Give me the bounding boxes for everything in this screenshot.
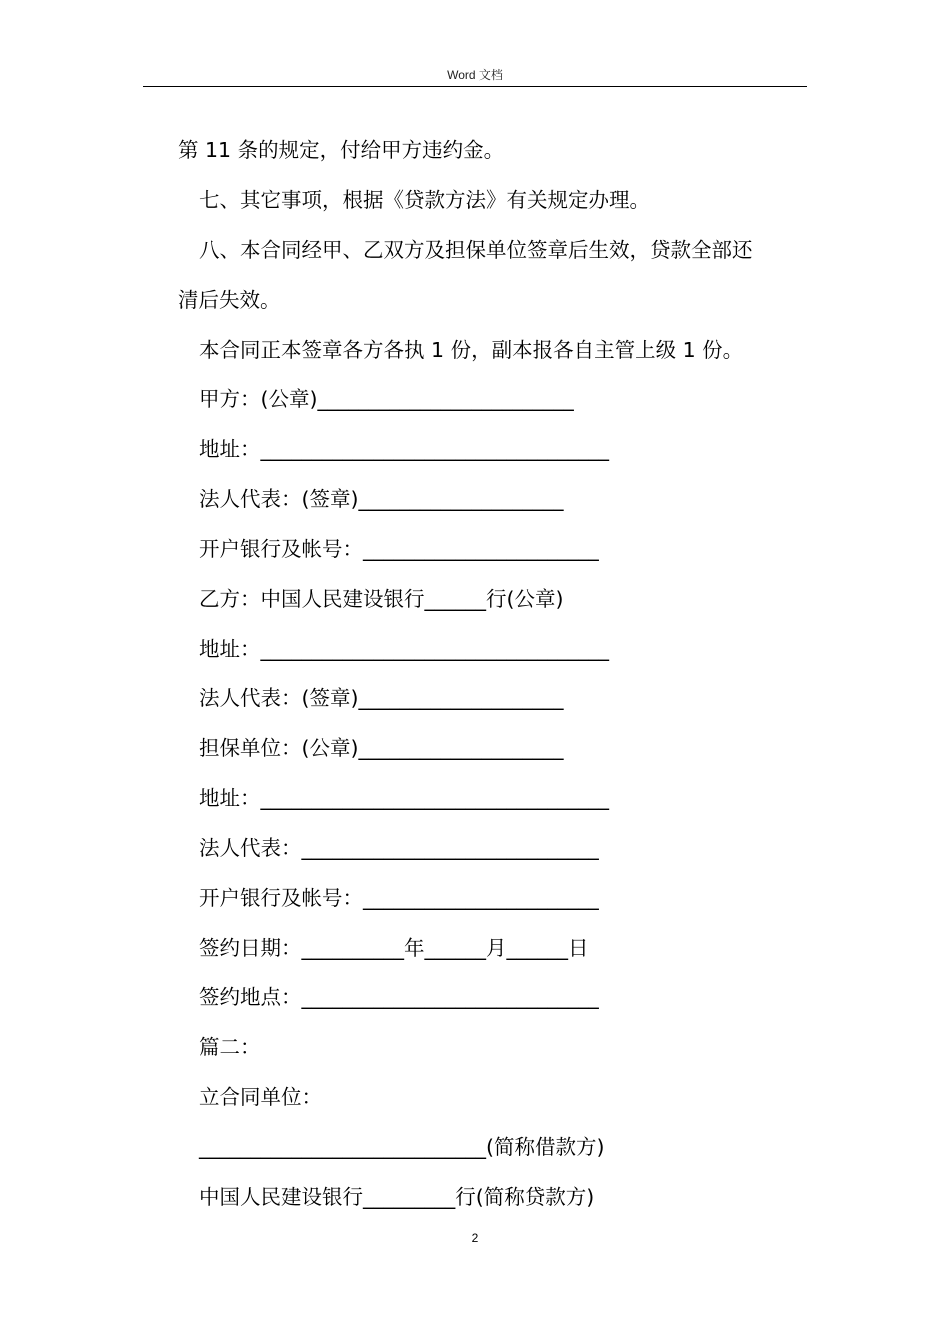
lender-line: 中国人民建设银行_________行(简称贷款方): [199, 1185, 595, 1209]
party-b-address-line: 地址：__________________________________: [199, 637, 609, 661]
section-heading: 篇二：: [199, 1035, 261, 1059]
party-a-bank-account-line: 开户银行及帐号：_______________________: [199, 537, 599, 561]
signing-date-line: 签约日期：__________年______月______日: [199, 936, 589, 960]
borrower-line: ____________________________(简称借款方): [199, 1135, 605, 1159]
text-line: 清后失效。: [178, 288, 281, 312]
party-a-legal-rep-line: 法人代表：(签章)____________________: [199, 487, 564, 511]
page-number: 2: [471, 1231, 479, 1245]
guarantor-seal-line: 担保单位：(公章)____________________: [199, 736, 564, 760]
signing-place-line: 签约地点：_____________________________: [199, 985, 599, 1009]
party-b-legal-rep-line: 法人代表：(签章)____________________: [199, 686, 564, 710]
text-line: 八、本合同经甲、乙双方及担保单位签章后生效，贷款全部还: [199, 238, 753, 262]
text-line: 第 11 条的规定，付给甲方违约金。: [178, 138, 505, 162]
guarantor-address-line: 地址：__________________________________: [199, 786, 609, 810]
header-rule: [143, 86, 807, 87]
guarantor-bank-account-line: 开户银行及帐号：_______________________: [199, 886, 599, 910]
party-a-address-line: 地址：__________________________________: [199, 437, 609, 461]
text-line: 本合同正本签章各方各执 1 份，副本报各自主管上级 1 份。: [199, 338, 744, 362]
party-b-seal-line: 乙方：中国人民建设银行______行(公章): [199, 587, 564, 611]
text-line: 立合同单位：: [199, 1085, 322, 1109]
party-a-seal-line: 甲方：(公章)_________________________: [199, 387, 574, 411]
page-header: Word 文档: [447, 68, 503, 82]
text-line: 七、其它事项，根据《贷款方法》有关规定办理。: [199, 188, 650, 212]
guarantor-legal-rep-line: 法人代表：_____________________________: [199, 836, 599, 860]
